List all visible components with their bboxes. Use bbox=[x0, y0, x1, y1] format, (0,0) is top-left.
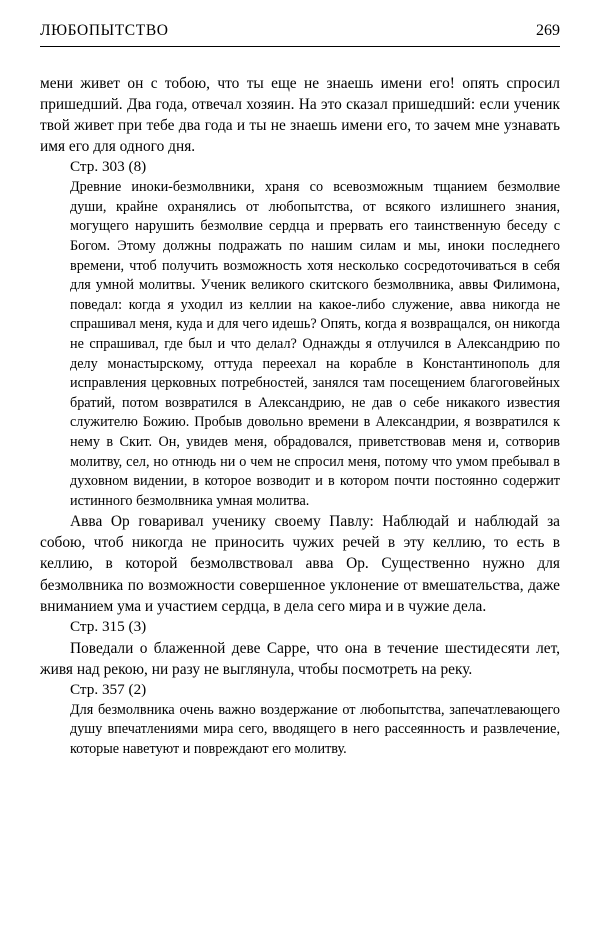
paragraph-sarra: Поведали о блаженной деве Сарре, что она в течение шестидесяти лет, живя над рекою, ни разу не выглянула, чтобы посмотреть на реку. bbox=[40, 639, 560, 678]
paragraph-opening: мени живет он с тобою, что ты еще не знаешь имени его! опять спросил пришедший. Два года, отвечал хозяин. На это сказал пришедший: если ученик твой живет при тебе два года и ты не знаешь имени его, то зачем мне узнавать имя его для одного дня. bbox=[40, 75, 560, 156]
source-reference-3: Стр. 357 (2) bbox=[70, 680, 147, 698]
source-reference-2: Стр. 315 (3) bbox=[70, 617, 147, 635]
page-header bbox=[40, 22, 560, 47]
paragraph-avva-or: Авва Ор говаривал ученику своему Павлу: Наблюдай и наблюдай за собою, чтоб никогда не приносить чужих речей в эту келлию, то есть в келлию, в которой безмолвствовал авва Ор. Существенно нужно для безмолвника по возможности совершенное уклонение от вмешательства, даже вниманием ума и участием сердца, в дела сего мира и в чужие дела. bbox=[40, 513, 560, 615]
quote-block-1: Древние иноки-безмолвники, храня со всевозможным тщанием безмолвие души, крайне охранялись от любопытства, от всякого излишнего знания, могущего нарушить безмолвие сердца и прервать его таинственную беседу с Богом. Этому должны подражать по нашим силам и мы, иноки последнего времени, чтоб получить возможность хотя несколько сосредоточиваться в себя для умной молитвы. Ученик великого скитского безмолвника, аввы Филимона, поведал: когда я уходил из келлии на какое-либо служение, авва никогда не спрашивал меня, куда и для чего идешь? Опять, когда я возвращался, он никогда не спрашивал, где был и что делал? Однажды я отлучился в Александрию по делу монастырскому, оттуда переехал на корабле в Константинополь для исправления церковных потребностей, занялся там посещением благоговейных братий, потом возвратился в Александрию, не дав о себе никакого известия служителю Божию. Пробыв довольно времени в Александрии, я возвратился к нему в Скит. Он, увидев меня, обрадовался, приветствовав меня и, сотворив молитву, сел, но отнюдь ни о чем не спросил меня, потому что умом пребывал в духовном видении, в которое возводит и в котором почти постоянно содержит истинного безмолвника умная молитва. bbox=[70, 179, 560, 509]
running-head-title: ЛЮБОПЫТСТВО bbox=[40, 22, 169, 39]
page-body bbox=[40, 73, 560, 759]
source-reference-1: Стр. 303 (8) bbox=[70, 158, 147, 176]
quote-block-2: Для безмолвника очень важно воздержание от любопытства, запечатлевающего душу впечатлениями мира сего, вводящего в него рассеянность и развлечение, которые наветуют и повреждают его молитву. bbox=[70, 701, 560, 757]
page-number: 269 bbox=[536, 22, 560, 39]
